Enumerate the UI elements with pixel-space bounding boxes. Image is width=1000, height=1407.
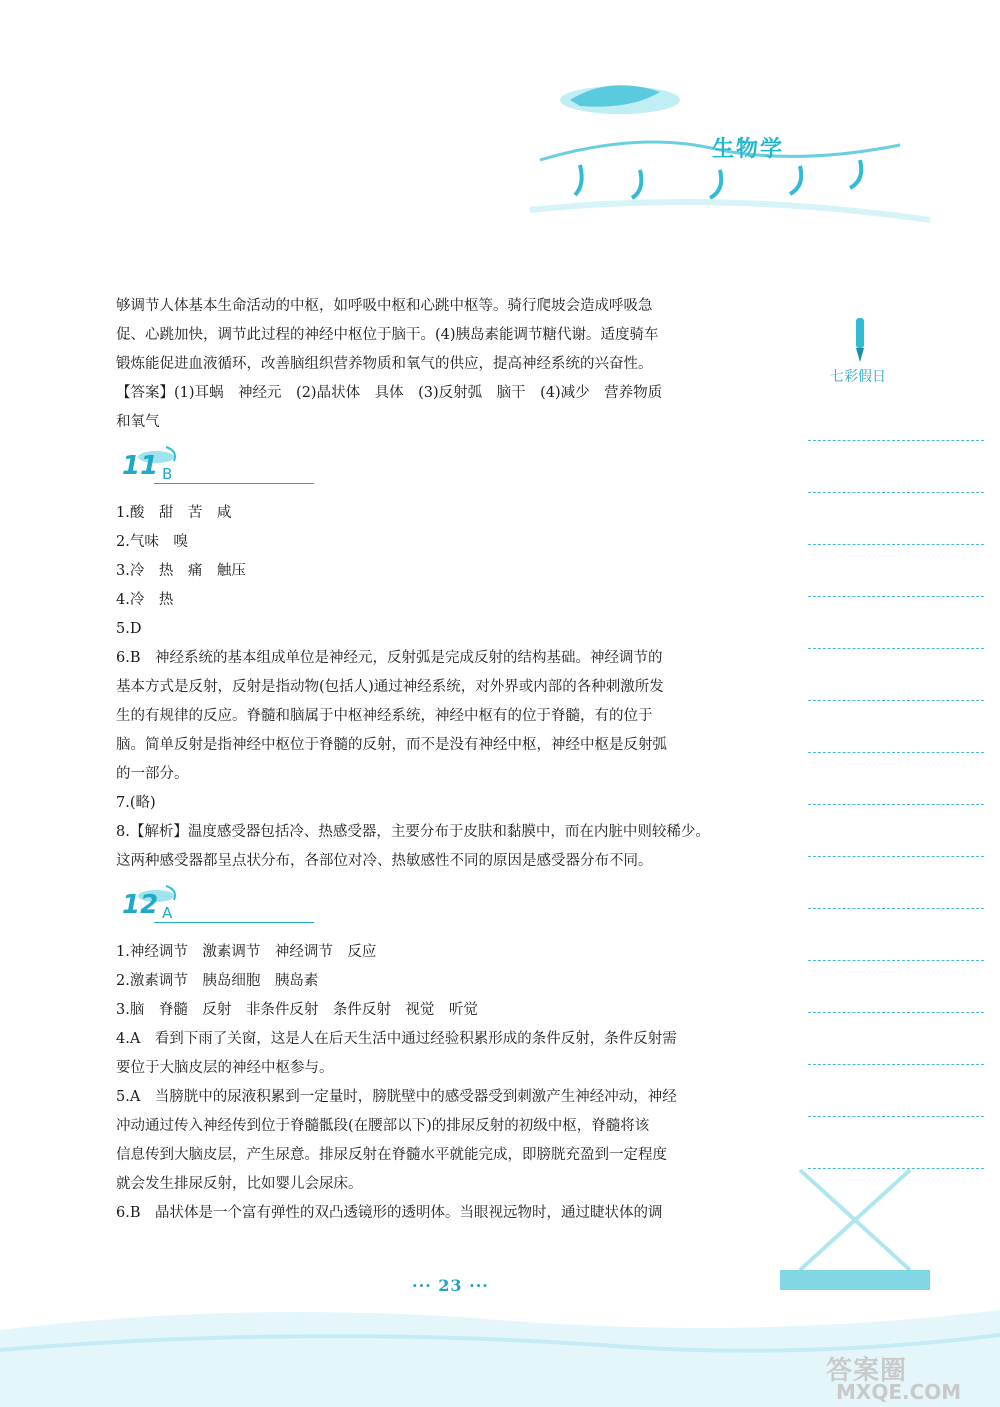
- note-line: [808, 1012, 984, 1013]
- answer-item-cont: 这两种感受器都呈点状分布，各部位对冷、热敏感性不同的原因是感受器分布不同。: [116, 853, 653, 869]
- note-line: [808, 544, 984, 545]
- section-11-heading: [116, 443, 756, 495]
- answer-item: 5.D: [116, 621, 142, 637]
- intro-answer-line: 【答案】(1)耳蜗 神经元 (2)晶状体 具体 (3)反射弧 脑干 (4)减少 营养物质: [116, 385, 663, 401]
- note-line: [808, 648, 984, 649]
- answer-content: [116, 292, 756, 1228]
- note-line: [808, 1116, 984, 1117]
- note-line: [808, 700, 984, 701]
- answer-item-cont: 就会发生排尿反射，比如婴儿会尿床。: [116, 1176, 363, 1192]
- answer-item: 8.【解析】温度感受器包括冷、热感受器，主要分布于皮肤和黏膜中，而在内脏中则较稀少。: [116, 824, 710, 840]
- note-line: [808, 804, 984, 805]
- note-line: [808, 856, 984, 857]
- answer-item-cont: 基本方式是反射，反射是指动物(包括人)通过神经系统，对外界或内部的各种刺激所发: [116, 679, 664, 695]
- subject-title: 生物学: [712, 137, 785, 162]
- answer-item: 6.B 晶状体是一个富有弹性的双凸透镜形的透明体。当眼视远物时，通过睫状体的调: [116, 1205, 663, 1221]
- section-12-heading: [116, 882, 756, 934]
- answer-item: 3.脑 脊髓 反射 非条件反射 条件反射 视觉 听觉: [116, 1002, 478, 1018]
- note-line: [808, 440, 984, 441]
- answer-item: 1.神经调节 激素调节 神经调节 反应: [116, 944, 377, 960]
- answer-item-cont: 冲动通过传入神经传到位于脊髓骶段(在腰部以下)的排尿反射的初级中枢，脊髓将该: [116, 1118, 650, 1134]
- note-line: [808, 908, 984, 909]
- section-number: 11: [122, 451, 159, 481]
- intro-line: 促、心跳加快，调节此过程的神经中枢位于脑干。(4)胰岛素能调节糖代谢。适度骑车: [116, 327, 659, 343]
- section-number: 12: [122, 890, 159, 920]
- intro-line: 够调节人体基本生命活动的中枢，如呼吸中枢和心跳中枢等。骑行爬坡会造成呼吸急: [116, 298, 653, 314]
- answer-item: 2.激素调节 胰岛细胞 胰岛素: [116, 973, 319, 989]
- note-line: [808, 752, 984, 753]
- answer-item: 2.气味 嗅: [116, 534, 188, 550]
- watermark-url: MXQE.COM: [836, 1380, 962, 1404]
- note-line: [808, 492, 984, 493]
- pen-icon: [852, 318, 872, 366]
- note-line: [808, 1064, 984, 1065]
- note-line: [808, 596, 984, 597]
- intro-answer-line: 和氧气: [116, 414, 160, 430]
- answer-item: 3.冷 热 痛 触压: [116, 563, 246, 579]
- answer-item: 6.B 神经系统的基本组成单位是神经元，反射弧是完成反射的结构基础。神经调节的: [116, 650, 663, 666]
- answer-item-cont: 的一部分。: [116, 766, 189, 782]
- answer-item-cont: 信息传到大脑皮层，产生尿意。排尿反射在脊髓水平就能完成，即膀胱充盈到一定程度: [116, 1147, 667, 1163]
- answer-item-cont: 脑。简单反射是指神经中枢位于脊髓的反射，而不是没有神经中枢，神经中枢是反射弧: [116, 737, 667, 753]
- watermark-logo: 答案圈: [826, 1356, 908, 1386]
- intro-line: 锻炼能促进血液循环，改善脑组织营养物质和氧气的供应，提高神经系统的兴奋性。: [116, 356, 653, 372]
- answer-item: 4.冷 热: [116, 592, 174, 608]
- side-label: 七彩假日: [830, 369, 886, 385]
- section-level: B: [162, 465, 173, 483]
- answer-item: 7.(略): [116, 795, 156, 811]
- section-underline: [154, 483, 314, 484]
- answer-item: 1.酸 甜 苦 咸: [116, 505, 232, 521]
- answer-item: 4.A 看到下雨了关窗，这是人在后天生活中通过经验积累形成的条件反射，条件反射需: [116, 1031, 677, 1047]
- note-line: [808, 960, 984, 961]
- answer-item-cont: 生的有规律的反应。脊髓和脑属于中枢神经系统，神经中枢有的位于脊髓，有的位于: [116, 708, 653, 724]
- answer-item: 5.A 当膀胱中的尿液积累到一定量时，膀胱壁中的感受器受到刺激产生神经冲动，神经: [116, 1089, 677, 1105]
- section-underline: [154, 922, 314, 923]
- page-number: ··· 23 ···: [412, 1276, 489, 1295]
- answer-item-cont: 要位于大脑皮层的神经中枢参与。: [116, 1060, 334, 1076]
- section-level: A: [162, 904, 173, 922]
